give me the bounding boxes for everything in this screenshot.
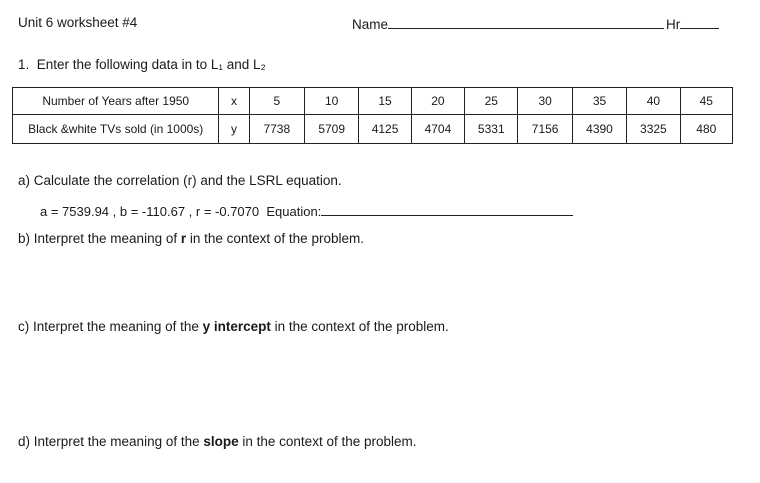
table-cell: 4704 [411,115,464,144]
table-cell: 7156 [518,115,572,144]
hr-field[interactable] [666,15,719,32]
table-cell: 5331 [465,115,518,144]
data-table [12,87,733,144]
worksheet-title: Unit 6 worksheet #4 [18,15,138,30]
table-cell: 10 [305,88,359,115]
table-cell: 4390 [572,115,626,144]
table-cell: 4125 [359,115,411,144]
row-variable: y [219,115,249,144]
table-cell: 5 [249,88,304,115]
table-cell: 25 [465,88,518,115]
hr-blank[interactable] [680,15,719,29]
name-field[interactable] [352,15,664,32]
table-cell: 40 [627,88,680,115]
name-blank[interactable] [388,15,664,29]
question-number: 1. [18,57,30,72]
table-cell: 15 [359,88,411,115]
table-cell: 480 [680,115,732,144]
part-c-prompt: c) Interpret the meaning of the y intercept in the context of the problem. [18,319,449,334]
equation-label: Equation: [266,204,322,219]
part-d-prompt: d) Interpret the meaning of the slope in the context of the problem. [18,434,417,449]
emphasis: slope [203,434,239,449]
emphasis: y intercept [202,319,271,334]
table-cell: 20 [411,88,464,115]
hr-label: Hr [666,17,681,32]
question-text: Enter the following data in to L₁ and L₂ [36,57,266,72]
row-label: Number of Years after 1950 [13,88,219,115]
table-cell: 45 [680,88,732,115]
table-row [13,115,733,144]
row-variable: x [219,88,249,115]
table-cell: 30 [518,88,572,115]
part-b-prompt: b) Interpret the meaning of r in the context of the problem. [18,231,364,246]
table-cell: 5709 [305,115,359,144]
name-label: Name [352,17,389,32]
emphasis: r [180,231,187,246]
part-a-prompt: a) Calculate the correlation (r) and the LSRL equation. [18,173,342,188]
equation-blank[interactable] [321,202,573,216]
regression-values: a = 7539.94 , b = -110.67 , r = -0.7070 [40,204,260,219]
question-1 [18,57,266,72]
row-label: Black &white TVs sold (in 1000s) [13,115,219,144]
part-a-answer [40,202,573,219]
table-row [13,88,733,115]
table-cell: 35 [572,88,626,115]
table-cell: 3325 [627,115,680,144]
table-cell: 7738 [249,115,304,144]
